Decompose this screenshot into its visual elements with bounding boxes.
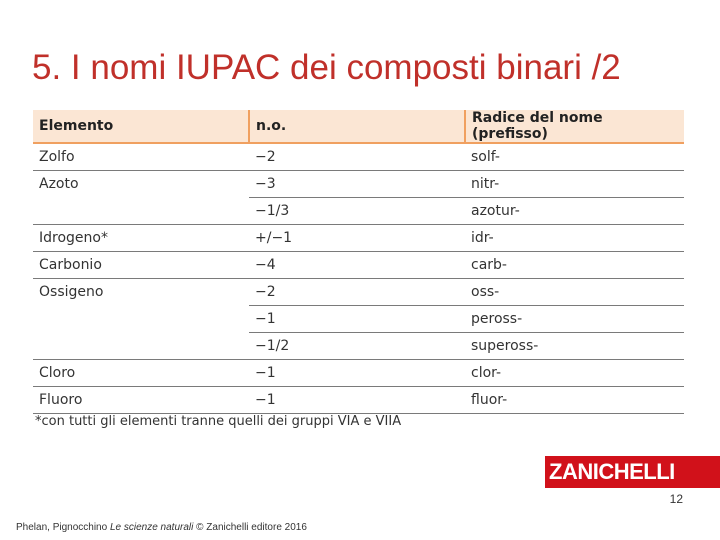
cell-oxidation: −2: [249, 278, 465, 305]
cell-prefix: azotur-: [465, 197, 684, 224]
cell-element: Idrogeno*: [33, 224, 249, 251]
cell-oxidation: −2: [249, 143, 465, 170]
cell-oxidation: −4: [249, 251, 465, 278]
table-row: [33, 386, 684, 413]
cell-oxidation: −1: [249, 386, 465, 413]
cell-oxidation: −3: [249, 170, 465, 197]
cell-element: [33, 332, 249, 359]
cell-element: Cloro: [33, 359, 249, 386]
table-row: [33, 224, 684, 251]
header-no: n.o.: [249, 110, 465, 143]
cell-prefix: oss-: [465, 278, 684, 305]
table-row: [33, 278, 684, 305]
cell-element: [33, 197, 249, 224]
credit-book-title: Le scienze naturali: [109, 522, 194, 533]
cell-prefix: clor-: [465, 359, 684, 386]
cell-oxidation: −1/2: [249, 332, 465, 359]
zanichelli-logo: ZANICHELLI: [545, 456, 720, 488]
cell-oxidation: +/−1: [249, 224, 465, 251]
page-number: 12: [669, 492, 683, 506]
cell-prefix: fluor-: [465, 386, 684, 413]
cell-oxidation: −1: [249, 305, 465, 332]
table-row: [33, 197, 684, 224]
cell-oxidation: −1/3: [249, 197, 465, 224]
table-row: [33, 305, 684, 332]
table-header-row: [33, 110, 684, 143]
cell-prefix: nitr-: [465, 170, 684, 197]
cell-prefix: supeross-: [465, 332, 684, 359]
table-footnote: *con tutti gli elementi tranne quelli dei gruppi VIA e VIIA: [35, 414, 402, 429]
table-row: [33, 359, 684, 386]
footer-credit: [16, 522, 307, 533]
cell-oxidation: −1: [249, 359, 465, 386]
cell-element: Carbonio: [33, 251, 249, 278]
cell-element: Fluoro: [33, 386, 249, 413]
cell-element: Ossigeno: [39, 283, 104, 300]
cell-prefix: peross-: [465, 305, 684, 332]
header-radice: Radice del nome (prefisso): [465, 110, 684, 143]
table-row: [33, 143, 684, 170]
cell-element: Zolfo: [33, 143, 249, 170]
cell-prefix: carb-: [465, 251, 684, 278]
credit-authors: Phelan, Pignocchino: [16, 522, 110, 533]
header-elemento: Elemento: [33, 110, 249, 143]
slide-title: 5. I nomi IUPAC dei composti binari /2: [32, 48, 621, 87]
table-row: [33, 332, 684, 359]
table-row: [33, 251, 684, 278]
cell-element: [33, 305, 249, 332]
cell-element: Azoto: [39, 175, 79, 192]
cell-prefix: solf-: [465, 143, 684, 170]
oxidation-table: [33, 110, 684, 414]
table-row: [33, 170, 684, 197]
cell-prefix: idr-: [465, 224, 684, 251]
credit-publisher: © Zanichelli editore 2016: [193, 522, 307, 533]
